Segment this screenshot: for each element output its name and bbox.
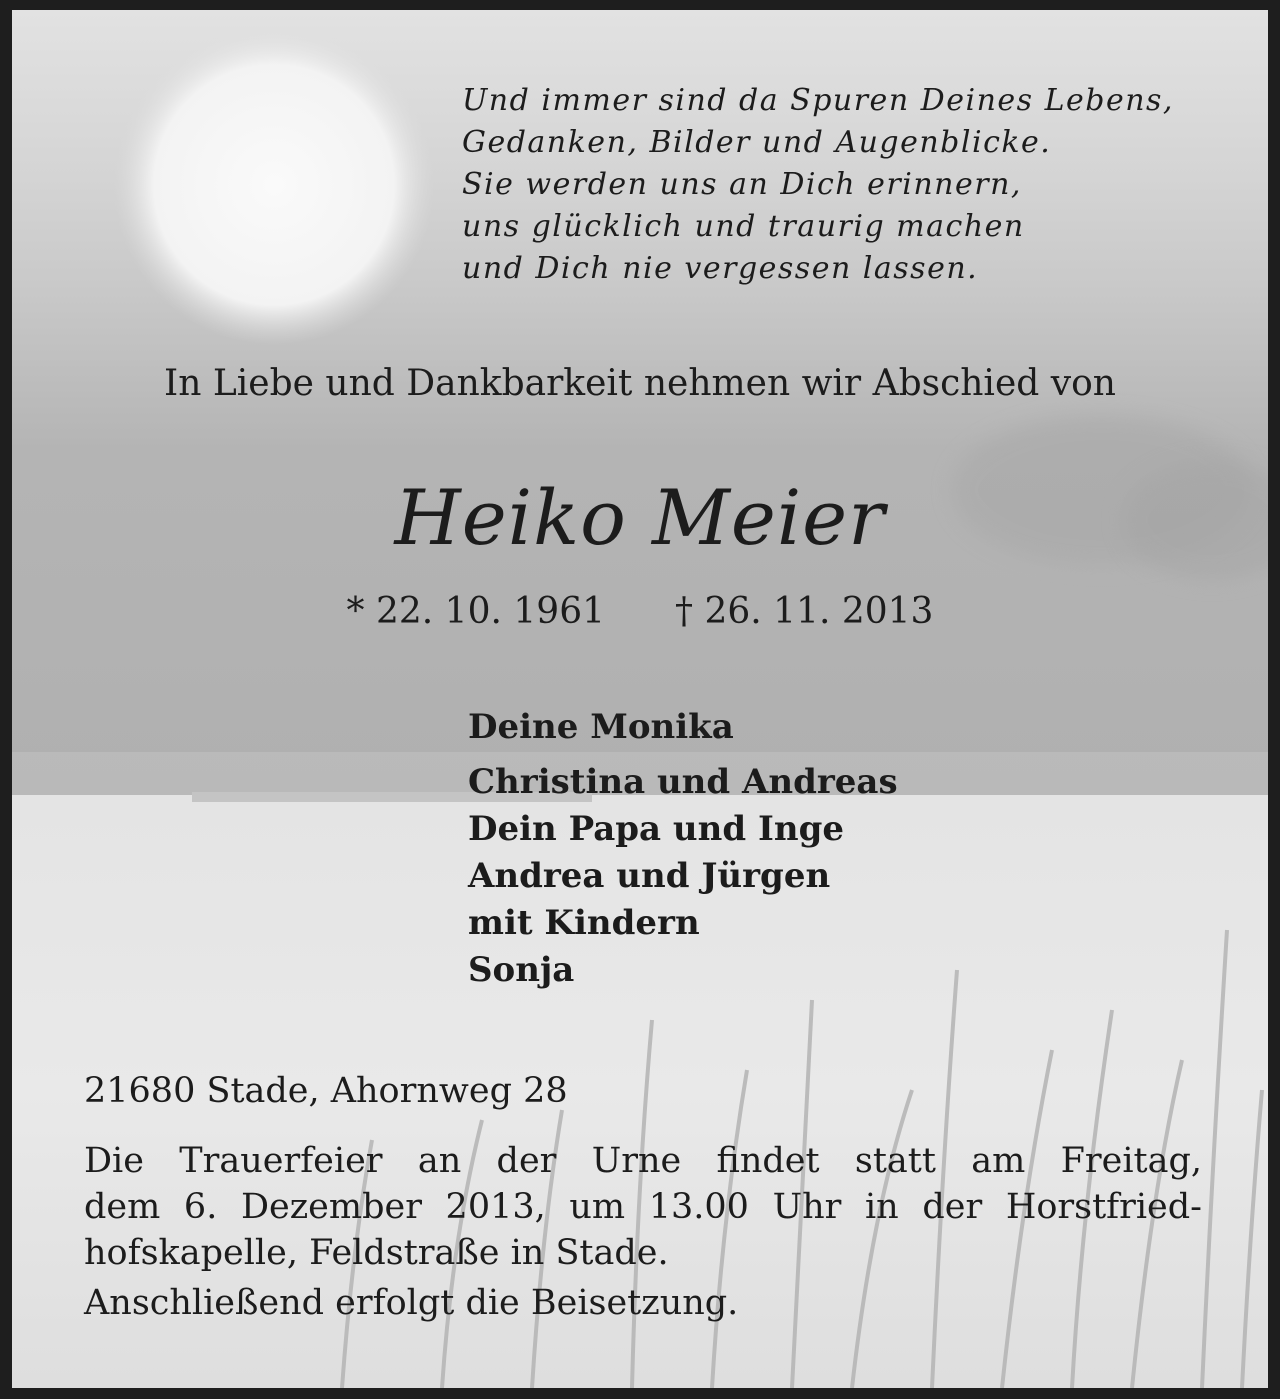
service-line: Die Trauerfeier an der Urne findet statt am Freitag,	[84, 1141, 1202, 1181]
obituary-notice	[12, 10, 1268, 1388]
mourner-name: Sonja	[468, 950, 575, 990]
family-address: 21680 Stade, Ahornweg 28	[84, 1071, 568, 1111]
burial-note: Anschließend erfolgt die Beisetzung.	[84, 1283, 739, 1323]
mourners-list	[468, 704, 898, 994]
death-date: † 26. 11. 2013	[675, 591, 934, 632]
poem-line: uns glücklich und traurig machen	[462, 209, 1025, 244]
birth-date: * 22. 10. 1961	[346, 591, 605, 632]
farewell-intro: In Liebe und Dankbarkeit nehmen wir Abschied von	[164, 363, 1116, 404]
mourner-name: mit Kindern	[468, 903, 700, 943]
mourner-name: Christina und Andreas	[468, 762, 898, 802]
poem-line: und Dich nie vergessen lassen.	[462, 251, 979, 286]
funeral-service-info	[84, 1138, 1202, 1276]
life-dates	[12, 590, 1268, 634]
poem-line: Sie werden uns an Dich erinnern,	[462, 167, 1022, 202]
service-line: hofskapelle, Feldstraße in Stade.	[84, 1233, 669, 1273]
service-line: dem 6. Dezember 2013, um 13.00 Uhr in der Horstfried-	[84, 1187, 1202, 1227]
mourner-name: Deine Monika	[468, 707, 734, 747]
poem-verse	[462, 80, 1252, 290]
deceased-name: Heiko Meier	[394, 473, 886, 562]
mourner-name: Dein Papa und Inge	[468, 809, 844, 849]
mourner-name: Andrea und Jürgen	[468, 856, 831, 896]
poem-line: Gedanken, Bilder und Augenblicke.	[462, 125, 1052, 160]
poem-line: Und immer sind da Spuren Deines Lebens,	[462, 83, 1174, 118]
